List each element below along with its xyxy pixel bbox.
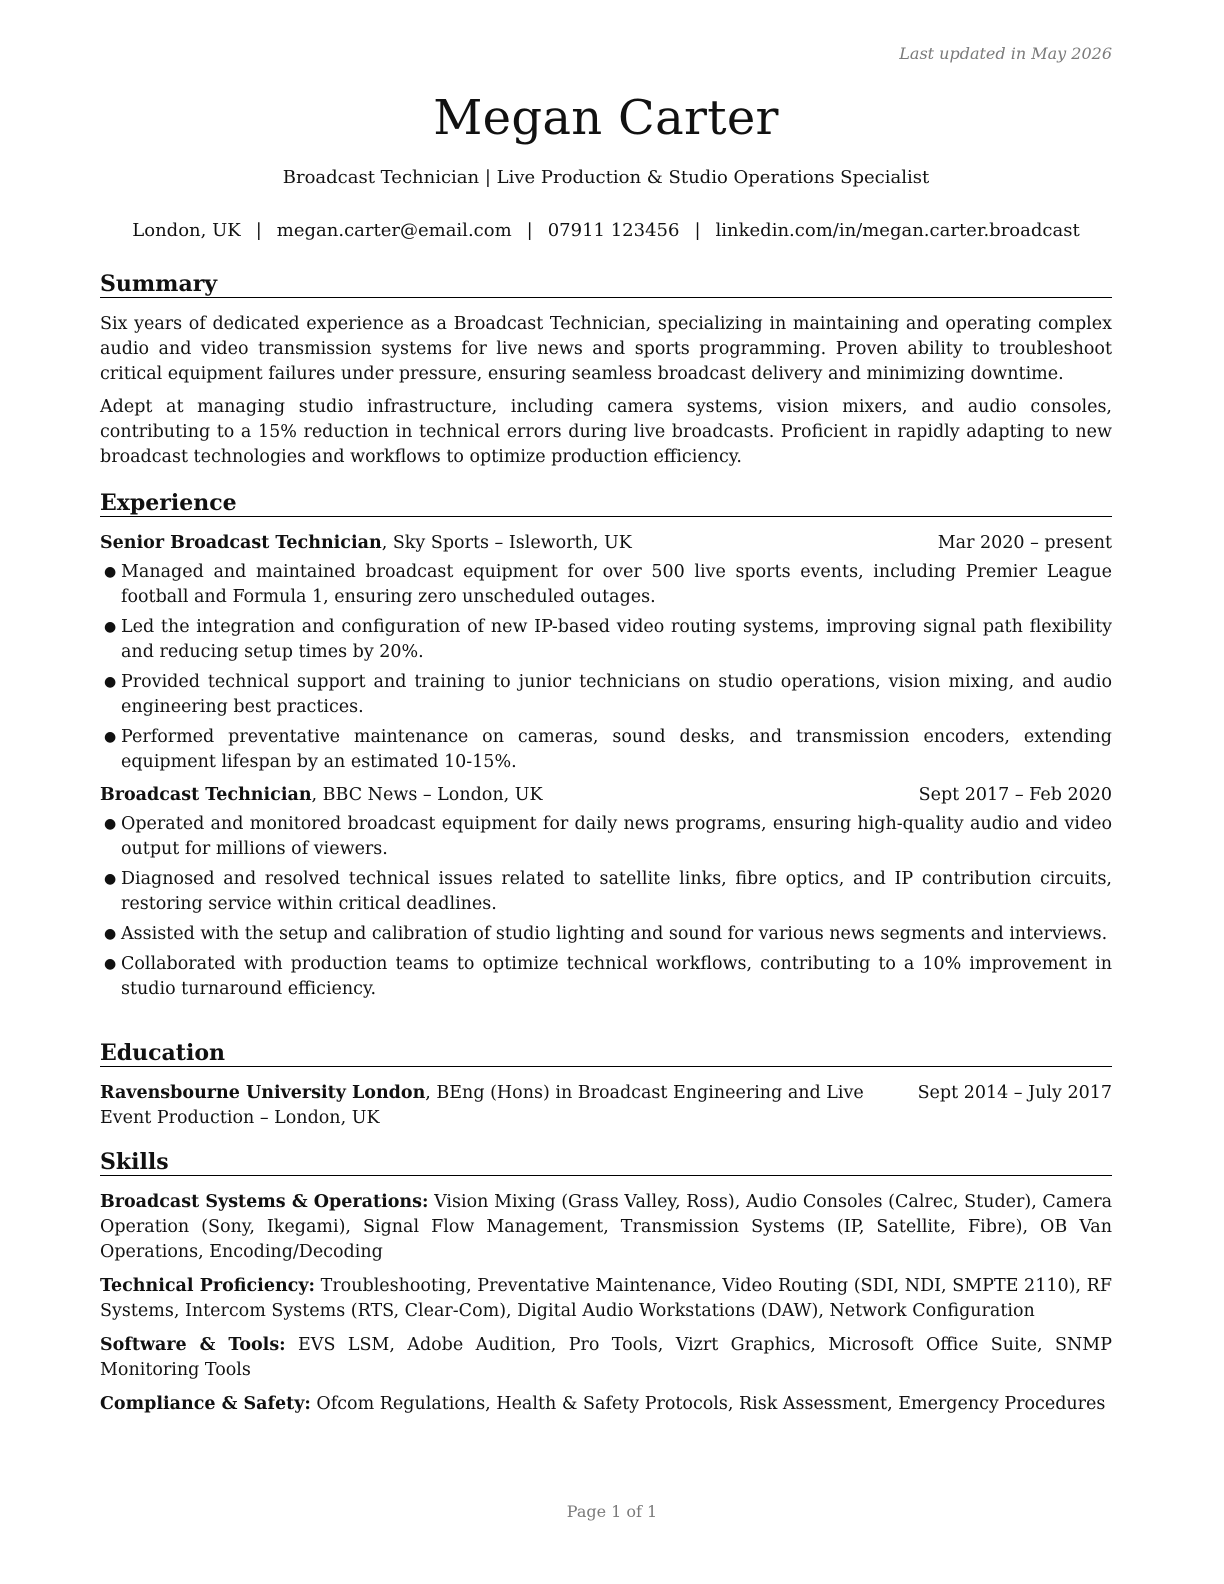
bullet-icon: ● bbox=[104, 816, 117, 832]
summary-paragraph: Six years of dedicated experience as a Broadcast Technician, specializing in maintaining and operating complex audio and video transmission systems for live news and sports programming. Proven ability to troubleshoot critical equipment failures under pressure, ensuring seamless broadcast delivery and minimizing downtime. bbox=[100, 314, 1112, 384]
contact-line bbox=[100, 220, 1112, 241]
bullet-icon: ● bbox=[104, 871, 117, 887]
job-role: Senior Broadcast Technician bbox=[100, 533, 382, 553]
last-updated-note: Last updated in May 2026 bbox=[899, 44, 1112, 63]
skill-label: Technical Proficiency: bbox=[100, 1276, 315, 1296]
job-entry bbox=[100, 783, 1112, 1002]
skill-group bbox=[100, 1274, 1112, 1324]
bullet-text: Operated and monitored broadcast equipment for daily news programs, ensuring high-quality audio and video output for millions of viewers. bbox=[121, 814, 1112, 859]
job-dates: Sept 2017 – Feb 2020 bbox=[918, 785, 1112, 805]
page-number: Page 1 of 1 bbox=[566, 1502, 658, 1521]
education-dates: Sept 2014 – July 2017 bbox=[917, 1083, 1112, 1103]
list-item bbox=[100, 725, 1112, 775]
skill-text: Troubleshooting, Preventative Maintenance, Video Routing (SDI, NDI, SMPTE 2110), RF Systems, Intercom Systems (RTS, Clear-Com), Digital Audio Workstations (DAW), Network Configuration bbox=[100, 1276, 1112, 1321]
bullet-text: Assisted with the setup and calibration of studio lighting and sound for various news segments and interviews. bbox=[121, 924, 1108, 944]
job-role: Broadcast Technician bbox=[100, 785, 312, 805]
bullet-icon: ● bbox=[104, 729, 117, 745]
summary-section bbox=[100, 271, 1112, 478]
candidate-name: Megan Carter bbox=[433, 90, 779, 146]
bullet-text: Performed preventative maintenance on cameras, sound desks, and transmission encoders, extending equipment lifespan by an estimated 10-15%. bbox=[121, 727, 1112, 772]
skill-group bbox=[100, 1392, 1112, 1417]
contact-linkedin[interactable]: linkedin.com/in/megan.carter.broadcast bbox=[715, 220, 1080, 241]
skill-text: Vision Mixing (Grass Valley, Ross), Audio Consoles (Calrec, Studer), Camera Operation (Sony, Ikegami), Signal Flow Management, Transmission Systems (IP, Satellite, Fibre), OB Van Operations, Encoding/Decoding bbox=[100, 1192, 1113, 1262]
skill-label: Broadcast Systems & Operations: bbox=[100, 1192, 429, 1212]
candidate-tagline: Broadcast Technician | Live Production & Studio Operations Specialist bbox=[282, 167, 930, 188]
education-school: Ravensbourne University London bbox=[100, 1083, 426, 1103]
bullet-icon: ● bbox=[104, 564, 117, 580]
list-item bbox=[100, 812, 1112, 862]
bullet-text: Managed and maintained broadcast equipment for over 500 live sports events, including Premier League football and Formula 1, ensuring zero unscheduled outages. bbox=[121, 562, 1112, 607]
contact-location: London, UK bbox=[132, 220, 241, 241]
skill-text: Ofcom Regulations, Health & Safety Protocols, Risk Assessment, Emergency Procedures bbox=[310, 1394, 1106, 1414]
skill-label: Software & Tools: bbox=[100, 1335, 286, 1355]
list-item bbox=[100, 670, 1112, 720]
contact-phone: 07911 123456 bbox=[547, 220, 680, 241]
job-bullets bbox=[100, 812, 1112, 1002]
bullet-text: Collaborated with production teams to optimize technical workflows, contributing to a 10% improvement in studio turnaround efficiency. bbox=[121, 954, 1112, 999]
list-item bbox=[100, 867, 1112, 917]
bullet-icon: ● bbox=[104, 619, 117, 635]
experience-section bbox=[100, 490, 1112, 1007]
contact-separator: | bbox=[694, 220, 701, 241]
education-section bbox=[100, 1040, 1112, 1131]
job-org: , BBC News – London, UK bbox=[311, 785, 543, 805]
job-header bbox=[100, 531, 1112, 556]
job-entry bbox=[100, 531, 1112, 775]
summary-paragraph: Adept at managing studio infrastructure, including camera systems, vision mixers, and audio consoles, contributing to a 15% reduction in technical errors during live broadcasts. Proficient in rapidly adapting to new broadcast technologies and workflows to optimize production efficiency. bbox=[100, 397, 1112, 467]
education-degree: , BEng (Hons) in Broadcast Engineering and Live Event Production – London, UK bbox=[100, 1083, 864, 1128]
list-item bbox=[100, 560, 1112, 610]
contact-email[interactable]: megan.carter@email.com bbox=[276, 220, 512, 241]
contact-separator: | bbox=[526, 220, 533, 241]
skill-group bbox=[100, 1190, 1112, 1265]
contact-separator: | bbox=[255, 220, 262, 241]
education-entry bbox=[100, 1081, 1112, 1131]
education-heading: Education bbox=[100, 1040, 1112, 1067]
bullet-icon: ● bbox=[104, 926, 117, 942]
list-item bbox=[100, 922, 1112, 947]
list-item bbox=[100, 615, 1112, 665]
bullet-icon: ● bbox=[104, 674, 117, 690]
skill-text: EVS LSM, Adobe Audition, Pro Tools, Vizrt Graphics, Microsoft Office Suite, SNMP Monitoring Tools bbox=[100, 1335, 1112, 1380]
skills-heading: Skills bbox=[100, 1149, 1112, 1176]
job-bullets bbox=[100, 560, 1112, 775]
job-org: , Sky Sports – Isleworth, UK bbox=[381, 533, 632, 553]
summary-heading: Summary bbox=[100, 271, 1112, 298]
bullet-text: Provided technical support and training to junior technicians on studio operations, vision mixing, and audio engineering best practices. bbox=[121, 672, 1112, 717]
skill-group bbox=[100, 1333, 1112, 1383]
experience-heading: Experience bbox=[100, 490, 1112, 517]
bullet-icon: ● bbox=[104, 956, 117, 972]
job-header bbox=[100, 783, 1112, 808]
bullet-text: Diagnosed and resolved technical issues related to satellite links, fibre optics, and IP contribution circuits, restoring service within critical deadlines. bbox=[121, 869, 1112, 914]
job-dates: Mar 2020 – present bbox=[937, 533, 1112, 553]
skills-section bbox=[100, 1149, 1112, 1426]
skill-label: Compliance & Safety: bbox=[100, 1394, 311, 1414]
list-item bbox=[100, 952, 1112, 1002]
bullet-text: Led the integration and configuration of new IP-based video routing systems, improving signal path flexibility and reducing setup times by 20%. bbox=[121, 617, 1112, 662]
